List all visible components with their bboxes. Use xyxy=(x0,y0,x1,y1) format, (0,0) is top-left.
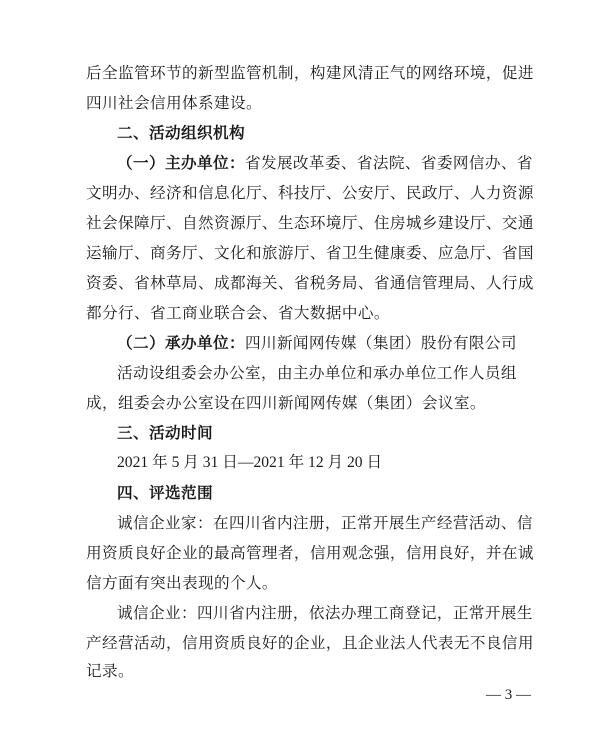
page-number: — 3 — xyxy=(486,687,531,703)
entrepreneur-line-1: 诚信企业家：在四川省内注册，正常开展生产经营活动、信 xyxy=(117,514,533,532)
enterprise-line-2: 产经营活动，信用资质良好的企业，且企业法人代表无不良信用 xyxy=(86,634,534,652)
organizers-line-2: 文明办、经济和信息化厅、科技厅、公安厅、民政厅、人力资源 xyxy=(86,184,534,202)
enterprise-line-3: 记录。 xyxy=(86,662,134,680)
section-heading-scope: 四、评选范围 xyxy=(117,484,213,502)
organizers-line-5: 资委、省林草局、成都海关、省税务局、省通信管理局、人行成 xyxy=(86,274,534,292)
office-line-2: 成，组委会办公室设在四川新闻网传媒（集团）会议室。 xyxy=(86,394,486,412)
entrepreneur-line-3: 信方面有突出表现的个人。 xyxy=(86,574,278,592)
organizers-label: （一）主办单位： xyxy=(117,154,245,172)
organizers-text: 省发展改革委、省法院、省委网信办、省 xyxy=(244,154,533,172)
organizers-line-6: 都分行、省工商业联合会、省大数据中心。 xyxy=(86,304,390,322)
section-heading-organization: 二、活动组织机构 xyxy=(117,124,245,142)
office-line-1: 活动设组委会办公室，由主办单位和承办单位工作人员组 xyxy=(117,364,517,382)
undertaker-value: 四川新闻网传媒（集团）股份有限公司 xyxy=(244,334,517,352)
organizers-line-3: 社会保障厅、自然资源厅、生态环境厅、住房城乡建设厅、交通 xyxy=(86,214,534,232)
enterprise-line-1: 诚信企业：四川省内注册，依法办理工商登记，正常开展生 xyxy=(117,604,533,622)
intro-line-1: 后全监管环节的新型监管机制，构建风清正气的网络环境，促进 xyxy=(86,64,534,82)
activity-date-range: 2021 年 5 月 31 日—2021 年 12 月 20 日 xyxy=(117,454,383,471)
section-heading-time: 三、活动时间 xyxy=(117,424,213,442)
intro-line-2: 四川社会信用体系建设。 xyxy=(86,94,262,112)
organizers-line-4: 运输厅、商务厅、文化和旅游厅、省卫生健康委、应急厅、省国 xyxy=(86,244,534,262)
entrepreneur-line-2: 用资质良好企业的最高管理者，信用观念强，信用良好，并在诚 xyxy=(86,544,534,562)
undertaker-line xyxy=(117,332,517,354)
undertaker-label: （二）承办单位： xyxy=(117,334,245,352)
organizers-first-line xyxy=(117,152,533,174)
